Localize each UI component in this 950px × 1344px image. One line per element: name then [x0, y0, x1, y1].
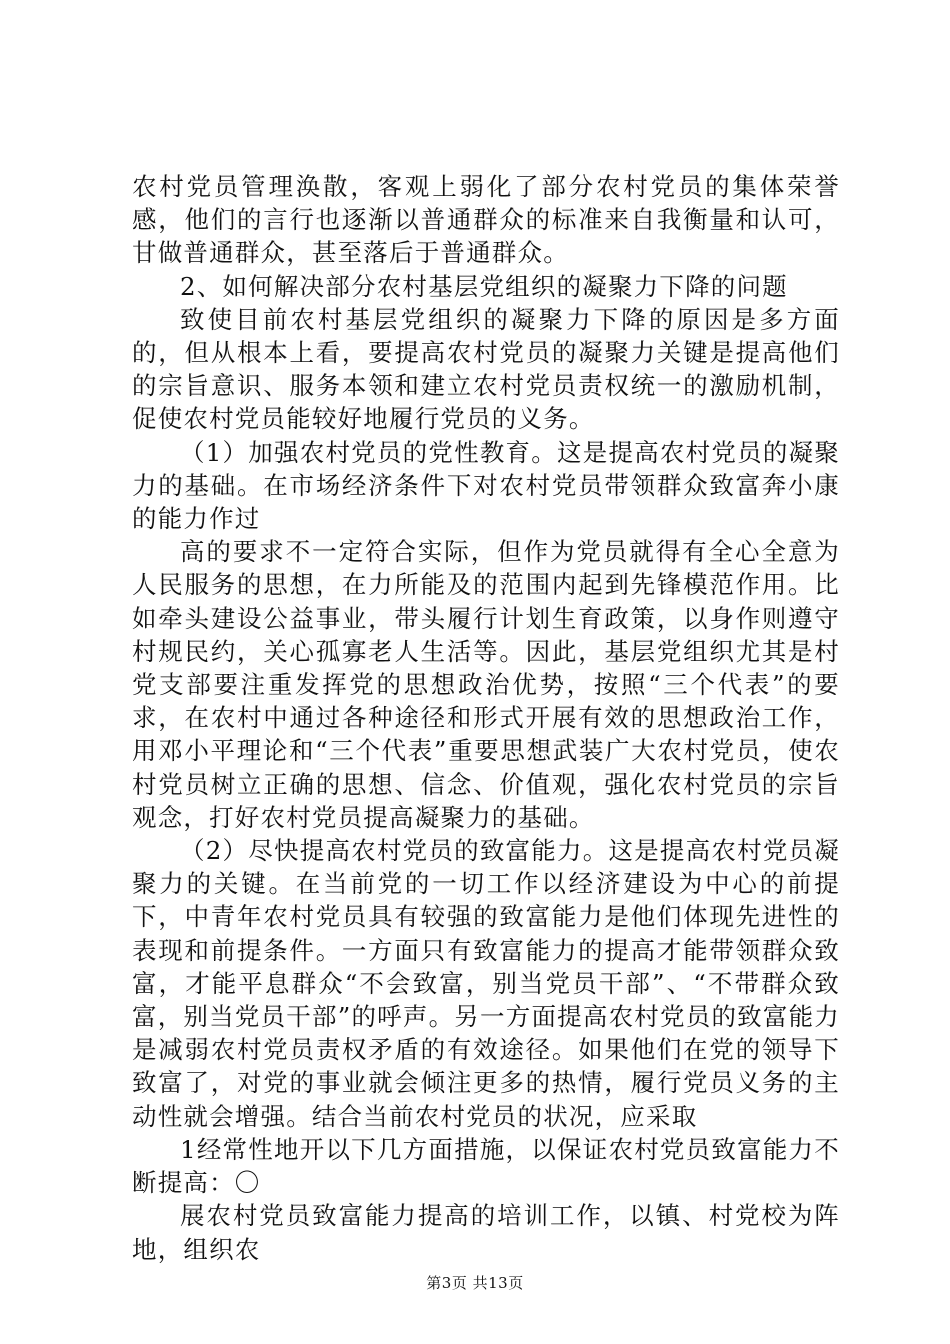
page-footer [0, 1272, 950, 1293]
document-body [132, 170, 840, 1266]
paragraph-5: 高的要求不一定符合实际，但作为党员就得有全心全意为人民服务的思想，在力所能及的范围内起到先锋模范作用。比如牵头建设公益事业，带头履行计划生育政策，以身作则遵守村规民约，关心孤寡老人生活等。因此，基层党组织尤其是村党支部要注重发挥党的思想政治优势，按照“三个代表”的要求，在农村中通过各种途径和形式开展有效的思想政治工作，用邓小平理论和“三个代表”重要思想武装广大农村党员，使农村党员树立正确的思想、信念、价值观，强化农村党员的宗旨观念，打好农村党员提高凝聚力的基础。 [132, 537, 840, 832]
paragraph-7: 1经常性地开以下几方面措施，以保证农村党员致富能力不断提高：〇 [132, 1134, 840, 1198]
paragraph-3: 致使目前农村基层党组织的凝聚力下降的原因是多方面的，但从根本上看，要提高农村党员的凝聚力关键是提高他们的宗旨意识、服务本领和建立农村党员责权统一的激励机制，促使农村党员能较好地履行党员的义务。 [132, 304, 840, 434]
paragraph-1: 农村党员管理涣散，客观上弱化了部分农村党员的集体荣誉感，他们的言行也逐渐以普通群众的标准来自我衡量和认可，甘做普通群众，甚至落后于普通群众。 [132, 172, 840, 268]
paragraph-8: 展农村党员致富能力提高的培训工作，以镇、村党校为阵地，组织农 [132, 1201, 840, 1264]
section-heading-2: 2、如何解决部分农村基层党组织的凝聚力下降的问题 [180, 271, 788, 301]
paragraph-4: （1）加强农村党员的党性教育。这是提高农村党员的凝聚力的基础。在市场经济条件下对农村党员带领群众致富奔小康的能力作过 [132, 437, 840, 534]
page-number-label: 第3页 共13页 [426, 1274, 524, 1292]
paragraph-6: （2）尽快提高农村党员的致富能力。这是提高农村党员凝聚力的关键。在当前党的一切工作以经济建设为中心的前提下，中青年农村党员具有较强的致富能力是他们体现先进性的表现和前提条件。一方面只有致富能力的提高才能带领群众致富，才能平息群众“不会致富，别当党员干部”、“不带群众致富，别当党员干部”的呼声。另一方面提高农村党员的致富能力是减弱农村党员责权矛盾的有效途径。如果他们在党的领导下致富了，对党的事业就会倾注更多的热情，履行党员义务的主动性就会增强。结合当前农村党员的状况，应采取 [132, 836, 840, 1131]
